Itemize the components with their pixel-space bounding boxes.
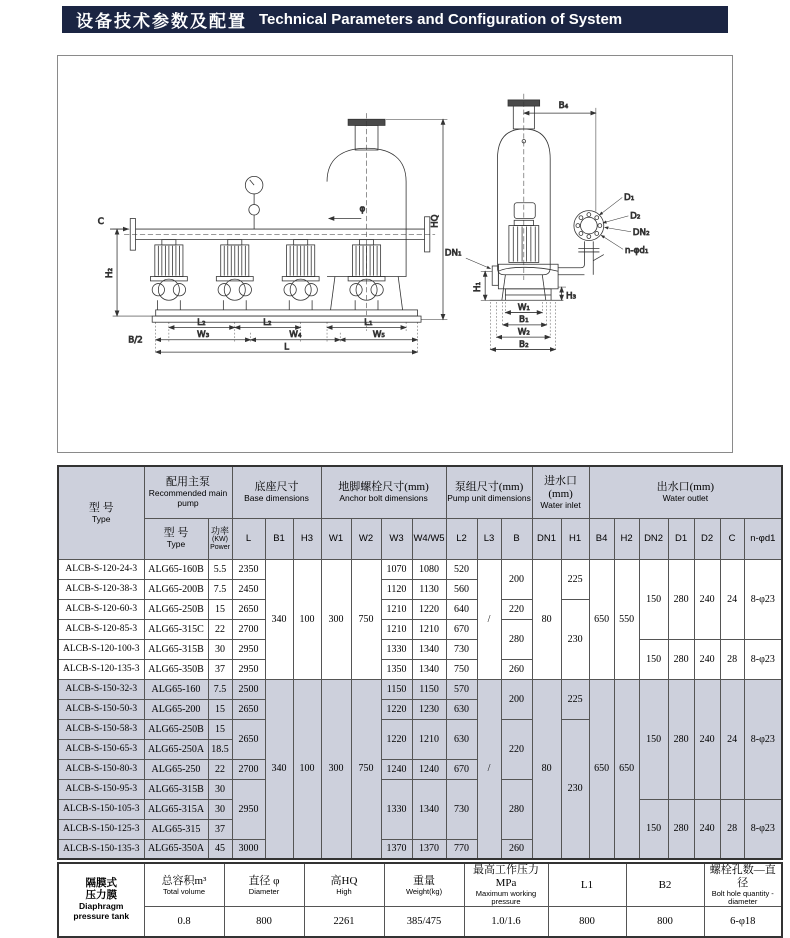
table-cell: 260 (501, 659, 532, 679)
header-text: 螺栓孔数—直径 (709, 864, 776, 889)
column-header (720, 518, 744, 559)
table-cell: 670 (446, 759, 477, 779)
column-header (351, 518, 381, 559)
dim-label-d1: D₁ (623, 193, 635, 204)
header-text: L1 (580, 878, 594, 891)
table-cell: 1350 (381, 659, 412, 679)
dim-label-b-half: B/2 (128, 335, 143, 346)
table-cell: 240 (694, 639, 720, 679)
table-cell: 8-φ23 (744, 679, 782, 799)
header-text: B (513, 533, 520, 544)
table-cell: 750 (446, 659, 477, 679)
group-header-row (58, 466, 782, 518)
table-cell: 3000 (232, 839, 265, 859)
table-cell: ALG65-250A (144, 739, 208, 759)
header-text: 总容积m³ (161, 874, 207, 887)
header-text: 隔膜式 (85, 878, 117, 890)
table-cell: 750 (351, 559, 381, 679)
table-cell: 7.5 (208, 679, 232, 699)
header-text: Maximum working pressure (475, 889, 537, 906)
header-text: H3 (300, 533, 314, 544)
table-cell: 7.5 (208, 579, 232, 599)
header-text: Weight(kg) (405, 886, 443, 896)
column-header (412, 518, 446, 559)
table-cell: 640 (446, 599, 477, 619)
header-text: C (728, 533, 736, 544)
table-cell: ALG65-315B (144, 639, 208, 659)
table-cell: 37 (208, 659, 232, 679)
header-text: 压力膜 (85, 890, 117, 902)
table-cell: 22 (208, 759, 232, 779)
group-header (589, 466, 782, 518)
table-cell: 1220 (381, 719, 412, 759)
table-cell: 1220 (381, 699, 412, 719)
column-header (561, 518, 589, 559)
pump-side-icon (490, 220, 564, 300)
table-cell: 2950 (232, 659, 265, 679)
table-cell: 18.5 (208, 739, 232, 759)
table-cell: ALG65-350A (144, 839, 208, 859)
table-cell: 2500 (232, 679, 265, 699)
type-cell: ALCB-S-120-60-3 (58, 599, 144, 619)
right-side-view (445, 94, 650, 351)
table-cell: 650 (589, 679, 614, 859)
column-header (446, 518, 477, 559)
table-cell: 150 (639, 679, 668, 799)
table-cell: 15 (208, 719, 232, 739)
table-cell: 2950 (232, 639, 265, 659)
header-text: Water inlet (540, 499, 581, 510)
header-text: Pump unit dimensions (447, 493, 531, 503)
group-header (58, 466, 144, 559)
type-cell: ALCB-S-120-38-3 (58, 579, 144, 599)
dim-label-w4: W₄ (289, 330, 302, 341)
type-cell: ALCB-S-150-80-3 (58, 759, 144, 779)
tank-value-cell: 385/475 (384, 907, 464, 937)
dim-label-dn2: DN₂ (632, 228, 650, 239)
table-cell: / (477, 559, 501, 679)
header-text: B1 (273, 533, 285, 544)
table-cell: 770 (446, 839, 477, 859)
header-text: D2 (701, 533, 714, 544)
table-cell: 300 (321, 679, 351, 859)
dim-label-l2b: L₂ (263, 317, 272, 328)
table-cell: 2950 (232, 779, 265, 839)
table-cell: 750 (351, 679, 381, 859)
header-text: 最高工作压力MPa (473, 864, 539, 889)
table-cell: / (477, 679, 501, 859)
column-header (501, 518, 532, 559)
header-text: W1 (328, 533, 344, 544)
sub-header-row (58, 518, 782, 559)
dim-label-b2: B₂ (519, 339, 529, 350)
tank-column-header (384, 863, 464, 907)
column-header (639, 518, 668, 559)
table-cell: 220 (501, 599, 532, 619)
dim-label-b4: B₄ (558, 100, 569, 111)
dim-label-h1: H₁ (472, 282, 483, 293)
table-cell: 8-φ23 (744, 559, 782, 639)
table-cell: 28 (720, 639, 744, 679)
group-header (532, 466, 589, 518)
header-text: W2 (358, 533, 374, 544)
table-cell: 280 (668, 559, 694, 639)
table-cell: 520 (446, 559, 477, 579)
page-title-english: Technical Parameters and Configuration of System (259, 11, 623, 28)
header-text: 地脚螺栓尺寸(mm) (338, 481, 429, 493)
table-cell: 1340 (412, 639, 446, 659)
table-cell: 1340 (412, 779, 446, 839)
pressure-gauge-icon (245, 176, 263, 229)
table-cell: 1370 (412, 839, 446, 859)
table-cell: 150 (639, 559, 668, 639)
table-cell: ALG65-200 (144, 699, 208, 719)
specifications-table (57, 465, 783, 860)
table-cell: 1220 (412, 599, 446, 619)
table-row (58, 559, 782, 579)
tank-value-row (58, 907, 782, 937)
header-text: Anchor bolt dimensions (339, 493, 428, 503)
tank-value-cell: 0.8 (144, 907, 224, 937)
column-header (265, 518, 293, 559)
table-cell: 1330 (381, 639, 412, 659)
column-header (381, 518, 412, 559)
page-title-chinese: 设备技术参数及配置 (76, 12, 247, 31)
table-cell: 37 (208, 819, 232, 839)
table-cell: 1330 (381, 779, 412, 839)
tank-value-cell: 800 (626, 907, 704, 937)
table-cell: 730 (446, 639, 477, 659)
header-text: (KW) (212, 536, 228, 543)
type-cell: ALCB-S-150-58-3 (58, 719, 144, 739)
table-cell: 225 (561, 679, 589, 719)
table-cell: 8-φ23 (744, 799, 782, 859)
table-cell: 630 (446, 719, 477, 759)
pressure-tank-front-icon (327, 113, 406, 315)
dim-label-h2: H₂ (104, 267, 115, 279)
table-cell: 1340 (412, 659, 446, 679)
table-cell: 340 (265, 679, 293, 859)
table-cell: 1150 (412, 679, 446, 699)
table-cell: 15 (208, 599, 232, 619)
group-header (232, 466, 321, 518)
column-header (144, 518, 208, 559)
column-header (293, 518, 321, 559)
table-cell: 2450 (232, 579, 265, 599)
table-cell: ALG65-160B (144, 559, 208, 579)
tank-column-header (704, 863, 782, 907)
type-cell: ALCB-S-150-50-3 (58, 699, 144, 719)
dim-label-l1: L₁ (364, 317, 373, 328)
header-text: 泵组尺寸(mm) (454, 481, 524, 493)
table-row (58, 679, 782, 699)
table-cell: 650 (614, 679, 639, 859)
table-cell: 1130 (412, 579, 446, 599)
table-cell: 300 (321, 559, 351, 679)
table-row (58, 639, 782, 659)
table-cell: 1210 (412, 719, 446, 759)
table-cell: 1240 (412, 759, 446, 779)
table-cell: 150 (639, 799, 668, 859)
tank-column-header (304, 863, 384, 907)
header-text: L2 (456, 533, 467, 544)
table-cell: ALG65-350B (144, 659, 208, 679)
table-cell: 280 (668, 639, 694, 679)
group-header (446, 466, 532, 518)
table-cell: 100 (293, 559, 321, 679)
table-cell: 560 (446, 579, 477, 599)
table-cell: 340 (265, 559, 293, 679)
table-cell: 1240 (381, 759, 412, 779)
header-text: 底座尺寸 (254, 481, 299, 493)
table-cell: 2650 (232, 599, 265, 619)
table-cell: 1210 (412, 619, 446, 639)
table-cell: 30 (208, 799, 232, 819)
type-cell: ALCB-S-150-135-3 (58, 839, 144, 859)
table-cell: ALG65-315C (144, 619, 208, 639)
column-header (477, 518, 501, 559)
table-cell: 200 (501, 559, 532, 599)
dim-label-hq: HQ (430, 214, 441, 228)
diaphragm-tank-table (57, 862, 783, 938)
header-text: High (336, 886, 352, 896)
header-text: pressure tank (73, 910, 130, 921)
dim-label-w2: W₂ (517, 327, 530, 338)
dim-label-l2a: L₂ (197, 317, 206, 328)
header-text: L3 (483, 533, 495, 544)
column-header (694, 518, 720, 559)
tank-value-cell: 1.0/1.6 (464, 907, 548, 937)
table-cell: 5.5 (208, 559, 232, 579)
type-cell: ALCB-S-120-135-3 (58, 659, 144, 679)
header-text: 重量 (413, 874, 435, 887)
header-text: W3 (389, 533, 404, 544)
header-text: 直径 φ (248, 874, 280, 887)
header-text: Bolt hole quantity - diameter (711, 889, 774, 906)
type-cell: ALCB-S-150-32-3 (58, 679, 144, 699)
table-cell: 22 (208, 619, 232, 639)
table-cell: 1150 (381, 679, 412, 699)
header-text: Total volume (162, 886, 206, 896)
table-cell: 1210 (381, 599, 412, 619)
header-text: W4/W5 (413, 533, 445, 544)
group-header (321, 466, 446, 518)
tank-column-header (548, 863, 626, 907)
type-cell: ALCB-S-120-24-3 (58, 559, 144, 579)
table-cell: ALG65-315B (144, 779, 208, 799)
tank-value-cell: 2261 (304, 907, 384, 937)
table-cell: 220 (501, 719, 532, 779)
dim-label-w1: W₁ (517, 302, 530, 313)
table-cell: 280 (501, 619, 532, 659)
table-cell: ALG65-315A (144, 799, 208, 819)
left-elevation-view (98, 113, 448, 354)
dim-label-h3: H₃ (566, 291, 577, 302)
type-cell: ALCB-S-120-100-3 (58, 639, 144, 659)
type-cell: ALCB-S-150-65-3 (58, 739, 144, 759)
table-cell: 570 (446, 679, 477, 699)
dim-label-dn1: DN₁ (444, 248, 462, 259)
header-text: Base dimensions (244, 493, 309, 503)
table-cell: ALG65-315 (144, 819, 208, 839)
table-cell: 80 (532, 559, 561, 679)
column-header (668, 518, 694, 559)
table-cell: 670 (446, 619, 477, 639)
table-cell: 2350 (232, 559, 265, 579)
table-cell: ALG65-250 (144, 759, 208, 779)
table-cell: 1070 (381, 559, 412, 579)
table-cell: 280 (668, 679, 694, 799)
dim-label-n-phi-d1: n-φd₁ (624, 245, 649, 256)
table-cell: 30 (208, 779, 232, 799)
type-cell: ALCB-S-150-105-3 (58, 799, 144, 819)
header-text: Recommended main pump (148, 488, 228, 508)
table-cell: 225 (561, 559, 589, 599)
manifold-pipe-icon (124, 217, 435, 252)
table-cell: 1120 (381, 579, 412, 599)
tank-value-cell: 800 (548, 907, 626, 937)
column-header (232, 518, 265, 559)
table-cell: 24 (720, 679, 744, 799)
tank-column-header (224, 863, 304, 907)
table-cell: 8-φ23 (744, 639, 782, 679)
column-header (589, 518, 614, 559)
header-text: H1 (568, 533, 582, 544)
dim-label-w3: W₃ (197, 330, 210, 341)
table-cell: ALG65-250B (144, 599, 208, 619)
table-cell: 24 (720, 559, 744, 639)
table-cell: 550 (614, 559, 639, 679)
table-cell: 1080 (412, 559, 446, 579)
tank-column-header (626, 863, 704, 907)
column-header (321, 518, 351, 559)
table-cell: 230 (561, 599, 589, 679)
header-text: DN2 (644, 533, 664, 544)
header-text: Diaphragm (79, 901, 124, 912)
header-text: 功率 (210, 526, 229, 536)
common-base-icon (152, 310, 421, 322)
table-cell: 200 (501, 679, 532, 719)
header-text: 型 号 (163, 527, 189, 540)
header-text: B4 (595, 533, 608, 544)
header-text: L (245, 533, 252, 544)
dim-label-d2: D₂ (630, 211, 641, 222)
discharge-flange-icon (558, 211, 604, 275)
tank-value-cell: 6-φ18 (704, 907, 782, 937)
column-header (744, 518, 782, 559)
table-cell: 230 (561, 719, 589, 859)
page-title-bar (62, 6, 728, 33)
type-cell: ALCB-S-120-85-3 (58, 619, 144, 639)
table-cell: 1210 (381, 619, 412, 639)
dim-label-c: C (97, 216, 104, 227)
table-cell: 100 (293, 679, 321, 859)
dim-label-phi: φ (359, 204, 366, 215)
tank-header-row (58, 863, 782, 907)
header-text: DN1 (537, 533, 557, 544)
table-cell: 28 (720, 799, 744, 859)
table-cell: 80 (532, 679, 561, 859)
header-text: Power (210, 543, 230, 551)
table-cell: 280 (501, 779, 532, 839)
pump-system-diagram-svg (58, 56, 734, 454)
header-text: D1 (675, 533, 688, 544)
table-cell: 630 (446, 699, 477, 719)
table-cell: 15 (208, 699, 232, 719)
header-text: n-φd1 (750, 533, 776, 544)
table-cell: 45 (208, 839, 232, 859)
tank-column-header (464, 863, 548, 907)
table-cell: 240 (694, 799, 720, 859)
technical-drawing-panel (57, 55, 733, 453)
table-cell: 2650 (232, 719, 265, 759)
table-cell: 2700 (232, 619, 265, 639)
tank-value-cell: 800 (224, 907, 304, 937)
table-cell: 260 (501, 839, 532, 859)
column-header (614, 518, 639, 559)
table-cell: ALG65-200B (144, 579, 208, 599)
table-cell: 730 (446, 779, 477, 839)
header-text: Type (92, 513, 111, 524)
header-text: Diameter (248, 886, 280, 896)
header-text: 进水口(mm) (544, 474, 578, 500)
type-cell: ALCB-S-150-95-3 (58, 779, 144, 799)
table-cell: 240 (694, 559, 720, 639)
table-cell: 1230 (412, 699, 446, 719)
header-text: B2 (658, 878, 672, 891)
column-header (532, 518, 561, 559)
table-cell: 240 (694, 679, 720, 799)
dim-label-b1: B₁ (519, 315, 529, 326)
table-cell: ALG65-250B (144, 719, 208, 739)
tank-column-header (144, 863, 224, 907)
group-header (144, 466, 232, 518)
header-text: H2 (620, 533, 633, 544)
table-cell: ALG65-160 (144, 679, 208, 699)
table-cell: 2700 (232, 759, 265, 779)
table-cell: 2650 (232, 699, 265, 719)
header-text: 出水口(mm) (656, 481, 715, 493)
header-text: 高HQ (330, 874, 358, 887)
dim-label-l: L (284, 342, 290, 353)
header-text: 配用主泵 (166, 476, 210, 489)
type-cell: ALCB-S-150-125-3 (58, 819, 144, 839)
dim-label-w5: W₅ (372, 330, 385, 341)
header-text: Type (166, 539, 186, 550)
tank-row-label (58, 863, 144, 937)
table-cell: 30 (208, 639, 232, 659)
header-text: 型 号 (88, 501, 114, 514)
table-cell: 280 (668, 799, 694, 859)
table-cell: 650 (589, 559, 614, 679)
table-cell: 150 (639, 639, 668, 679)
header-text: Water outlet (662, 493, 709, 503)
table-cell: 1370 (381, 839, 412, 859)
column-header (208, 518, 232, 559)
